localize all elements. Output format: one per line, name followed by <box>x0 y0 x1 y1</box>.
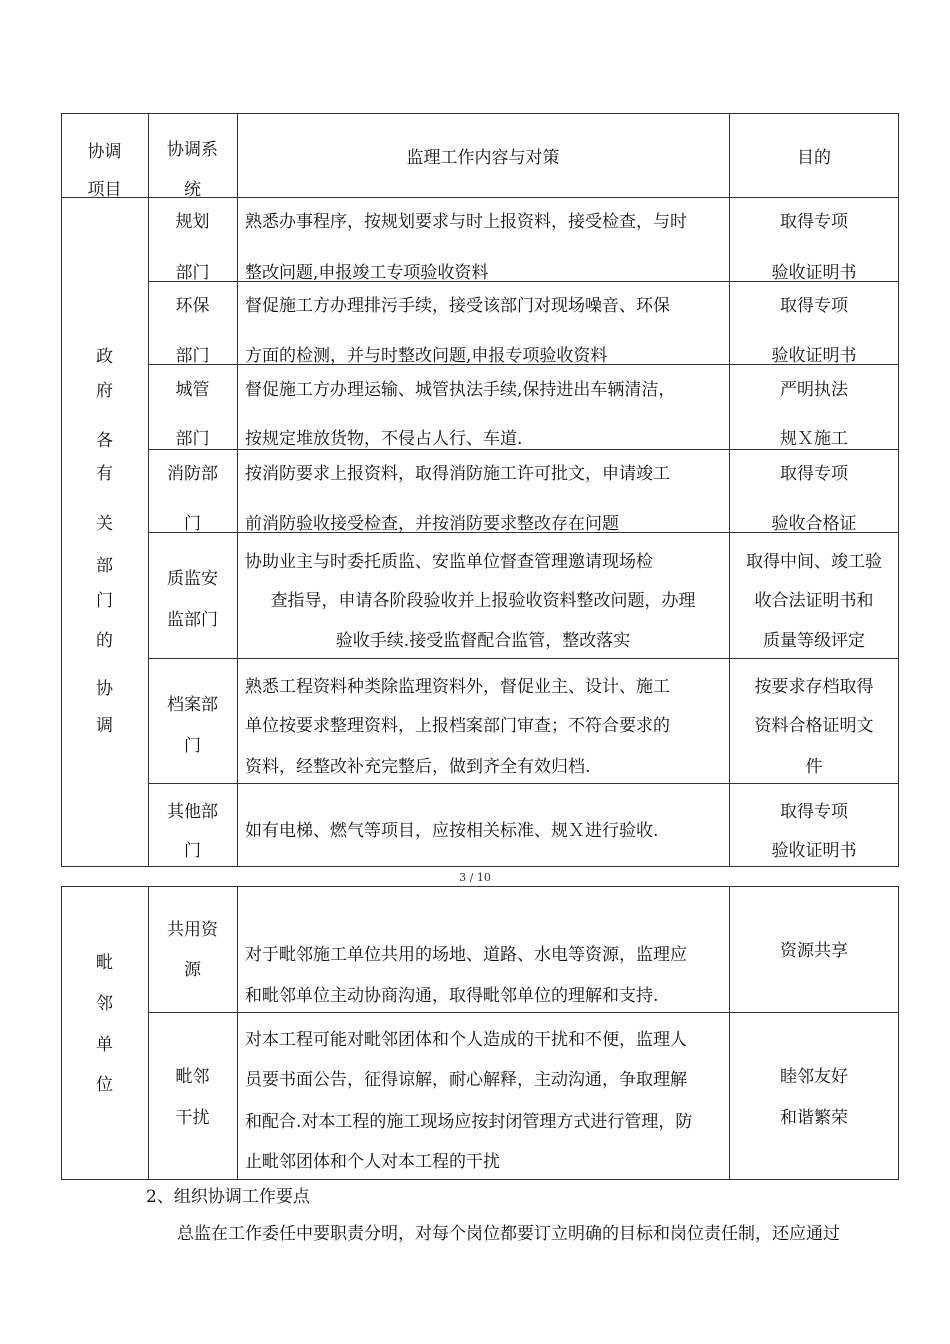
header-coordination-item-line1: 协调 <box>87 142 122 162</box>
row-content: 止毗邻团体和个人对本工程的干扰 <box>245 1152 500 1172</box>
group-label-char: 调 <box>96 716 113 736</box>
row-purpose: 收合法证明书和 <box>754 591 874 611</box>
coordination-table-government <box>61 113 899 867</box>
group-label-char: 邻 <box>96 994 113 1014</box>
row-purpose: 严明执法 <box>780 380 848 400</box>
header-coordination-system-line2: 统 <box>184 180 201 200</box>
section-paragraph: 总监在工作委任中要职责分明，对每个岗位都要订立明确的目标和岗位责任制，还应通过 <box>177 1224 840 1244</box>
row-purpose: 和谐繁荣 <box>780 1108 848 1128</box>
row-system: 监部门 <box>167 610 218 630</box>
row-system: 共用资 <box>167 920 218 940</box>
row-content: 和毗邻单位主动协商沟通，取得毗邻单位的理解和支持. <box>245 986 659 1006</box>
row-content: 验收手续.接受监督配合监管，整改落实 <box>335 631 631 651</box>
row-system: 门 <box>184 841 201 861</box>
row-content: 按规定堆放货物，不侵占人行、车道. <box>245 429 523 449</box>
row-system: 部门 <box>175 263 210 283</box>
row-system: 门 <box>184 514 201 534</box>
row-content: 整改问题,申报竣工专项验收资料 <box>245 263 489 283</box>
row-purpose: 按要求存档取得 <box>754 677 874 697</box>
group-label-char: 协 <box>96 679 113 699</box>
group-label-char: 各 <box>96 431 113 451</box>
row-content: 对于毗邻施工单位共用的场地、道路、水电等资源，监理应 <box>245 945 687 965</box>
row-system: 质监安 <box>167 569 218 589</box>
row-purpose: 验收合格证 <box>771 514 857 534</box>
row-content: 督促施工方办理排污手续，接受该部门对现场噪音、环保 <box>245 296 670 316</box>
row-system: 档案部 <box>167 695 218 715</box>
row-purpose: 取得专项 <box>780 212 848 232</box>
row-content: 按消防要求上报资料，取得消防施工许可批文，申请竣工 <box>245 464 670 484</box>
row-purpose: 质量等级评定 <box>763 631 865 651</box>
row-system: 源 <box>184 960 201 980</box>
header-coordination-item-line2: 项目 <box>87 180 122 200</box>
group-label-char: 有 <box>96 464 113 484</box>
row-content: 资料，经整改补充完整后，做到齐全有效归档. <box>245 757 591 777</box>
row-system: 环保 <box>175 296 210 316</box>
row-purpose: 取得中间、竣工验 <box>746 552 882 572</box>
row-content: 方面的检测，并与时整改问题,申报专项验收资料 <box>245 346 608 366</box>
group-label-char: 关 <box>96 514 113 534</box>
row-content: 熟悉办事程序，按规划要求与时上报资料，接受检查，与时 <box>245 212 687 232</box>
row-content: 和配合.对本工程的施工现场应按封闭管理方式进行管理，防 <box>245 1112 693 1132</box>
row-content: 熟悉工程资料种类除监理资料外，督促业主、设计、施工 <box>245 677 670 697</box>
header-purpose: 目的 <box>797 148 831 168</box>
header-coordination-system-line1: 协调系 <box>167 140 218 160</box>
group-label-char: 的 <box>96 631 113 651</box>
row-content: 员要书面公告，征得谅解，耐心解释，主动沟通，争取理解 <box>245 1070 687 1090</box>
row-system: 部门 <box>175 346 210 366</box>
row-purpose: 规Ｘ施工 <box>780 429 848 449</box>
row-system: 部门 <box>175 429 210 449</box>
row-purpose: 资料合格证明文 <box>754 716 874 736</box>
row-content: 查指导，申请各阶段验收并上报验收资料整改问题，办理 <box>270 591 696 611</box>
row-content: 督促施工方办理运输、城管执法手续,保持进出车辆清洁， <box>245 380 676 400</box>
row-purpose: 取得专项 <box>780 296 848 316</box>
row-system: 其他部 <box>167 802 218 822</box>
group-label-char: 府 <box>96 381 113 401</box>
row-system: 毗邻 <box>175 1067 210 1087</box>
group-label-char: 部 <box>96 556 113 576</box>
row-content: 对本工程可能对毗邻团体和个人造成的干扰和不便，监理人 <box>245 1030 687 1050</box>
row-purpose: 睦邻友好 <box>780 1067 848 1087</box>
row-system: 干扰 <box>175 1108 210 1128</box>
row-system: 门 <box>184 736 201 756</box>
row-purpose: 取得专项 <box>780 464 848 484</box>
row-system: 消防部 <box>167 464 218 484</box>
page-number: 3 / 10 <box>459 871 491 884</box>
section-heading: 2、组织协调工作要点 <box>146 1187 310 1207</box>
row-purpose: 验收证明书 <box>771 263 857 283</box>
row-system: 城管 <box>175 380 210 400</box>
row-content: 如有电梯、燃气等项目，应按相关标准、规Ｘ进行验收. <box>245 821 659 841</box>
row-purpose: 验收证明书 <box>771 841 857 861</box>
header-content: 监理工作内容与对策 <box>406 148 560 168</box>
row-content: 前消防验收接受检查，并按消防要求整改存在问题 <box>245 514 619 534</box>
row-system: 规划 <box>175 212 210 232</box>
group-label-char: 位 <box>96 1075 113 1095</box>
group-label-char: 门 <box>96 591 113 611</box>
row-purpose: 件 <box>805 757 823 777</box>
row-purpose: 取得专项 <box>780 802 848 822</box>
row-content: 协助业主与时委托质监、安监单位督查管理邀请现场检 <box>245 552 653 572</box>
coordination-table-neighbors <box>61 886 899 1180</box>
row-purpose: 验收证明书 <box>771 346 857 366</box>
row-content: 单位按要求整理资料，上报档案部门审查；不符合要求的 <box>245 716 670 736</box>
row-purpose: 资源共享 <box>780 941 848 961</box>
group-label-char: 单 <box>96 1035 113 1055</box>
group-label-char: 毗 <box>96 953 113 973</box>
group-label-char: 政 <box>96 347 113 367</box>
